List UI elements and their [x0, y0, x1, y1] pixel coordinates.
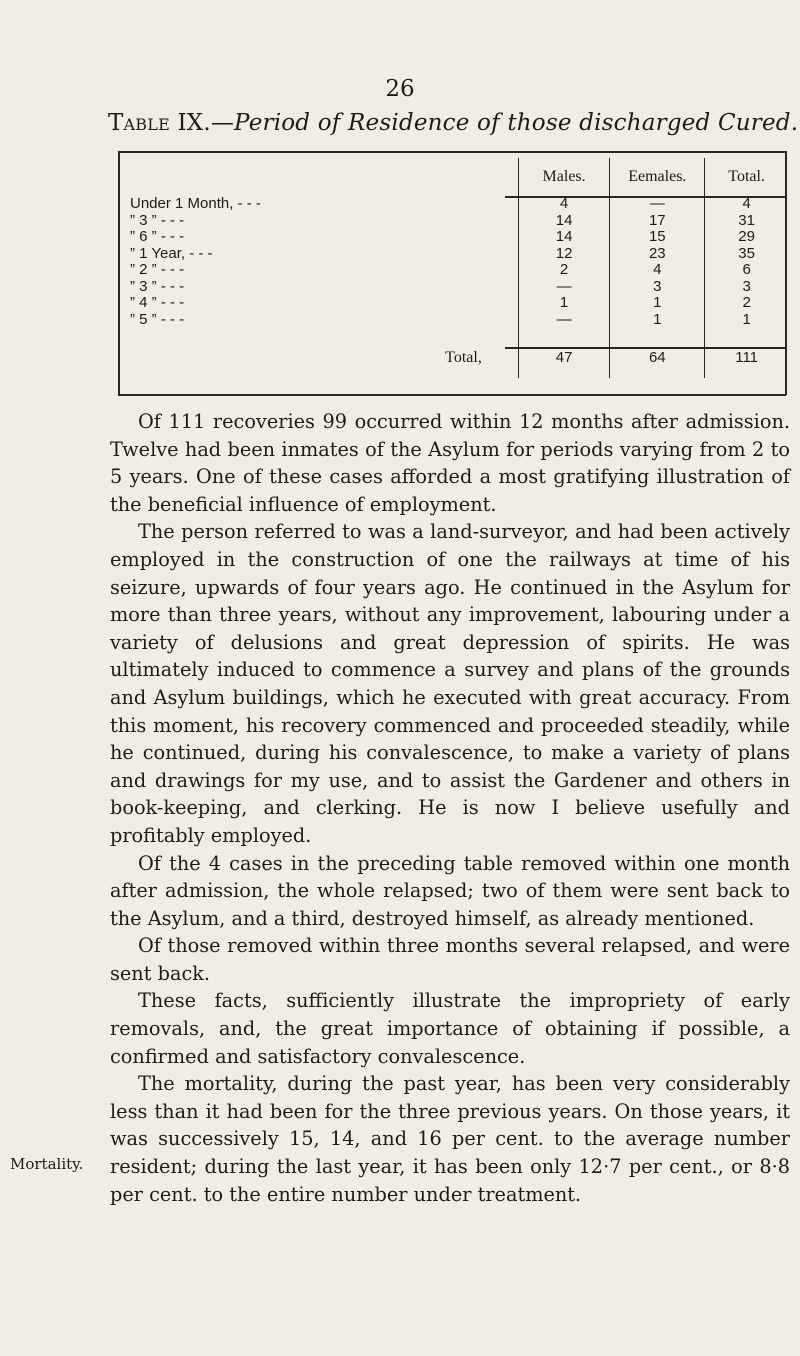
- table-total-row: [118, 338, 788, 378]
- row-total: 3: [705, 279, 788, 296]
- row-total: 35: [705, 246, 788, 263]
- paragraph-mortality: The mortality, during the past year, has been very considerably less than it had been for the three previous years. On those years, it was successively 15, 14, and 16 per cent. to the average number resident; during the last year, it has been only 12·7 per cent., or 8·8 per cent. to the entire number under treatment.: [110, 1072, 790, 1206]
- row-females: 17: [610, 213, 705, 230]
- margin-note-mortality: Mortality.: [10, 1155, 84, 1173]
- table-spacer: [118, 328, 788, 338]
- paragraph-four-cases: Of the 4 cases in the preceding table removed within one month after admission, the whole relapsed; two of them were sent back to the Asylum, and a third, destroyed himself, as already mentioned.: [110, 851, 790, 930]
- table-row: [118, 279, 788, 296]
- row-total: 1: [705, 312, 788, 329]
- paragraph-recoveries: Of 111 recoveries 99 occurred within 12 months after admission. Twelve had been inmates of the Asylum for periods varying from 2 to 5 years. One of these cases afforded a most gratifying illustration of the beneficial influence of employment.: [110, 410, 790, 516]
- row-label: ” 4 ” - - -: [130, 294, 185, 311]
- header-blank: [118, 158, 518, 196]
- paragraph-three-months: Of those removed within three months several relapsed, and were sent back.: [110, 934, 790, 985]
- row-males: 14: [518, 229, 610, 246]
- row-total: 6: [705, 262, 788, 279]
- table-row: [118, 312, 788, 329]
- table-title-italic: Period of Residence of those discharged Cured.: [234, 110, 799, 136]
- row-males: 12: [518, 246, 610, 263]
- row-label: ” 2 ” - - -: [130, 261, 185, 278]
- page-number: 26: [385, 76, 415, 102]
- row-females: 1: [610, 312, 705, 329]
- row-total: 29: [705, 229, 788, 246]
- table-row: [118, 196, 788, 213]
- table-row: [118, 213, 788, 230]
- row-total: 2: [705, 295, 788, 312]
- header-total: Total.: [705, 158, 788, 196]
- row-label: ” 1 Year, - - -: [130, 244, 213, 262]
- residence-table: [118, 158, 788, 378]
- row-males: —: [518, 312, 610, 329]
- total-label: Total,: [445, 348, 482, 366]
- total-total: 111: [705, 338, 788, 378]
- row-males: 4: [518, 196, 610, 213]
- row-females: 3: [610, 279, 705, 296]
- table-bottom-rule: [118, 394, 786, 396]
- table-title-dash: —: [210, 110, 235, 136]
- table-row: [118, 295, 788, 312]
- row-males: 2: [518, 262, 610, 279]
- row-females: 23: [610, 246, 705, 263]
- row-total: 31: [705, 213, 788, 230]
- table-row: [118, 246, 788, 263]
- paragraph-early-removals: These facts, sufficiently illustrate the impropriety of early removals, and, the great importance of obtaining if possible, a confirmed and satisfactory convalescence.: [110, 989, 790, 1068]
- total-females: 64: [610, 338, 705, 378]
- total-males: 47: [518, 338, 610, 378]
- row-males: 14: [518, 213, 610, 230]
- row-total: 4: [705, 196, 788, 213]
- row-females: 1: [610, 295, 705, 312]
- row-label: ” 5 ” - - -: [130, 310, 185, 328]
- row-males: —: [518, 279, 610, 296]
- header-males: Males.: [518, 158, 610, 196]
- table-top-rule: [118, 151, 786, 153]
- table-title-prefix: Table IX.: [108, 110, 211, 136]
- table-row: [118, 229, 788, 246]
- table-title: [108, 110, 799, 136]
- row-females: 15: [610, 229, 705, 246]
- paragraph-land-surveyor: The person referred to was a land-surveyor, and had been actively employed in the construction of one the railways at time of his seizure, upwards of four years ago. He continued in the Asylum for more than three years, without any improvement, labouring under a variety of delusions and great depression of spirits. He was ultimately induced to commence a survey and plans of the grounds and Asylum buildings, which he executed with great accuracy. From this moment, his recovery commenced and proceeded steadily, while he continued, during his convalescence, to make a variety of plans and drawings for my use, and to assist the Gardener and others in book-keeping, and clerking. He is now I believe usefully and profitably employed.: [110, 520, 790, 847]
- row-label: ” 3 ” - - -: [130, 211, 185, 229]
- row-females: 4: [610, 262, 705, 279]
- row-label: ” 6 ” - - -: [130, 228, 185, 245]
- row-females: —: [610, 196, 705, 213]
- body-text: [110, 408, 790, 1208]
- table-header-row: [118, 158, 788, 196]
- row-label: ” 3 ” - - -: [130, 277, 185, 295]
- row-label: Under 1 Month, - - -: [130, 195, 261, 212]
- row-males: 1: [518, 295, 610, 312]
- table-row: [118, 262, 788, 279]
- header-females: Eemales.: [610, 158, 705, 196]
